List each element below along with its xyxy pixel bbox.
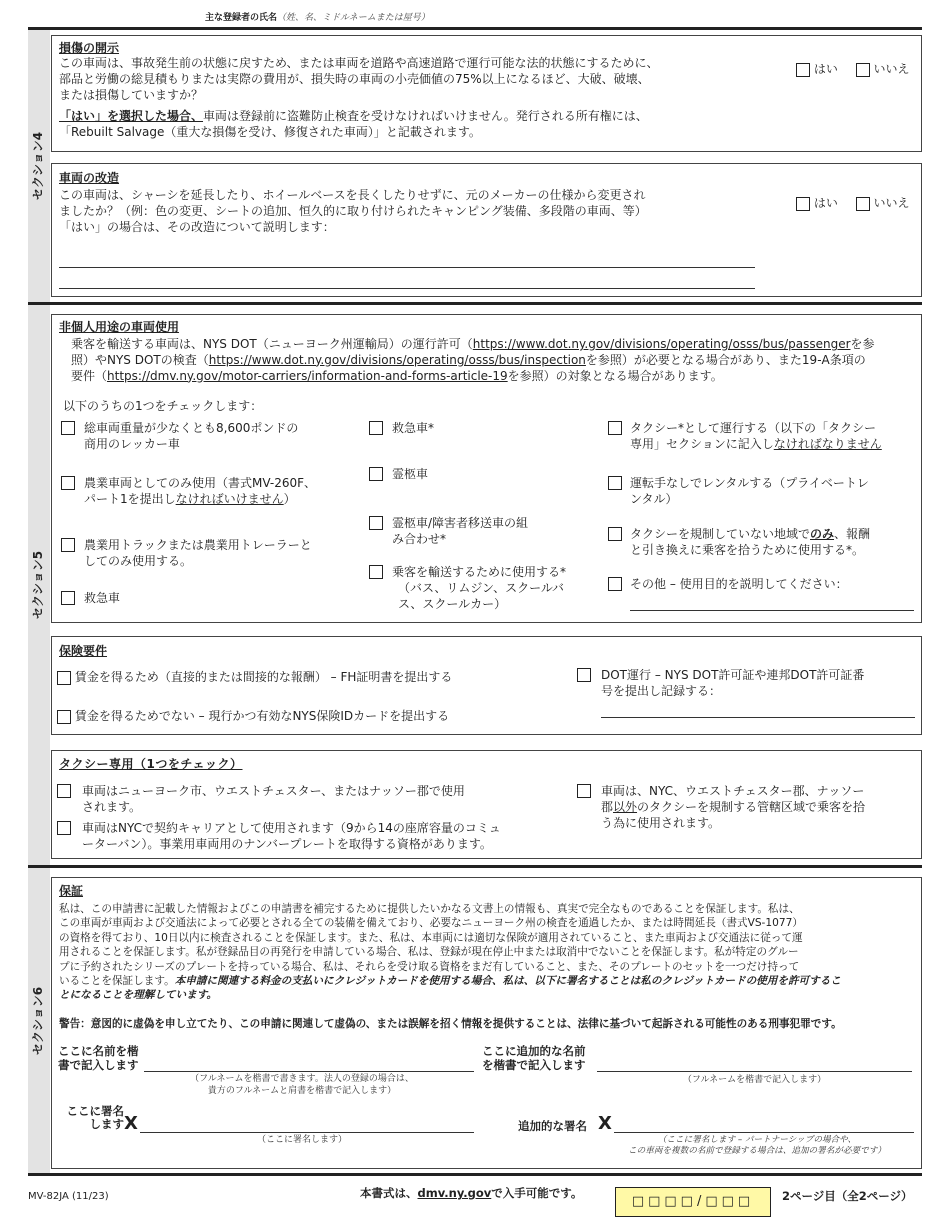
option-hearse[interactable]: 霊柩車 (369, 467, 428, 483)
section6-tab: セクション6 (28, 868, 50, 1173)
modification-no-checkbox[interactable] (856, 197, 870, 211)
print-name-field[interactable] (144, 1071, 474, 1072)
insurance-nohire-checkbox[interactable] (57, 710, 71, 724)
modification-title: 車両の改造 (59, 171, 120, 185)
option-taxi[interactable]: タクシー*として運行する（以下の「タクシー 専用」セクションに記入しなければなりません (608, 421, 920, 453)
rental-checkbox[interactable] (608, 476, 622, 490)
divider (28, 27, 922, 30)
damage-note: 「Rebuilt Salvage（重大な損傷を受け、修復された車両）」と記載されます。 (59, 125, 481, 140)
signature-hint: （ここに署名します） (256, 1135, 347, 1145)
option-passenger-transport[interactable]: 乗客を輸送するために使用する* （バス、リムジン、スクールバ ス、スクールカー） (369, 565, 609, 612)
dot-permit-number-line[interactable] (601, 717, 915, 718)
additional-name-field[interactable] (597, 1071, 912, 1072)
section4-tab: セクション4 (28, 30, 50, 302)
damage-yes-checkbox[interactable] (796, 63, 810, 77)
modification-description-line-2[interactable] (59, 288, 755, 289)
insurance-nohire-label: 賃金を得るためでない – 現行かつ有効なNYS保険IDカードを提出する (74, 709, 450, 723)
article19-link[interactable]: https://dmv.ny.gov/motor-carriers/information-and-forms-article-19 (107, 368, 508, 383)
additional-name-hint: （フルネームを楷書で記入します） (682, 1075, 827, 1085)
non-personal-use-title: 非個人用途の車両使用 (59, 320, 180, 334)
damage-question-line: または損傷していますか？ (59, 87, 204, 102)
intro-text: を参照）の対象となる場合があります。 (507, 368, 723, 383)
intro-text: 要件（ (71, 368, 108, 383)
additional-name-label: ここに追加的な名前 を楷書で記入します (482, 1044, 586, 1072)
damage-question-line: 部品と労働の総見積もりまたは実際の費用が、損失時の車両の小売価値の75%以上になるほど、大破、破壊、 (59, 71, 650, 86)
modification-question-line: この車両は、シャーシを延長したり、ホイールベースを長くしたりせずに、元のメーカーの仕様から変更され (59, 188, 646, 202)
modification-question-line: ましたか？（例：色の変更、シートの追加、恒久的に取り付けられたキャンピング装備、多段階の車両、等） (59, 203, 647, 218)
registrant-hint: （姓、名、ミドルネームまたは屋号） (277, 13, 430, 23)
divider (28, 302, 922, 305)
availability-note: 本書式は、dmv.ny.govで入手可能です。 (360, 1186, 583, 1200)
additional-signature-hint: （ここに署名します – パートナーシップの場合や、 この車両を複数の名前で登録する場合は、追加の署名が必要です） (628, 1135, 886, 1157)
print-name-label: ここに名前を楷 書で記入します (58, 1044, 139, 1072)
unregulated-taxi-checkbox[interactable] (608, 527, 622, 541)
other-checkbox[interactable] (608, 577, 622, 591)
insurance-dot-checkbox[interactable] (577, 668, 591, 682)
taxi-nyc-checkbox[interactable] (57, 784, 71, 798)
option-unregulated-taxi[interactable]: タクシーを規制していない地域でのみ、報酬 と引き換えに乗客を拾うために使用する*。 (608, 527, 920, 559)
option-rental[interactable]: 運転手なしでレンタルする（プライベートレ ンタル） (608, 476, 920, 508)
certification-box (51, 877, 922, 1169)
certification-text: 私は、この申請書に記載した情報およびこの申請書を補完するために提供したいかなる文書上の情報も、真実で完全なものであることを保証します。私は、 この車両が車両および交通法によって必要とされる全ての装備を備えており、必要なニューヨーク州の検査を通過したか、または時間延長（書式VS-1077） の資格を得ており、10日以内に検査されることを保証します。また、私は、本車両には適切な保険が適用されていること、また車両および交通法に従って運 用されることを保証します。私が登録品目の再発行を申請している場合、私は、登録が現在停止中または取消中でないことを保証します。私が特定のグルー プに予約されたシリーズのプレートを持っている場合、私は、それらを受け取る資格をまだ有していること、また、そのプレートのセットを一つだけ持って いることを保証します。本申請に関連する料金の支払いにクレジットカードを使用する場合、私は、以下に署名することは私のクレジットカードの使用を許可するこ とになることを理解しています。 (59, 903, 841, 1002)
taxi-checkbox[interactable] (608, 421, 622, 435)
damage-yes-label: はい (813, 62, 838, 76)
damage-question-line: この車両は、事故発生前の状態に戻すため、または車両を道路や高速道路で運行可能な法的状態にするために、 (59, 56, 659, 70)
form-number: MV-82JA (11/23) (28, 1191, 109, 1202)
print-name-hint: （フルネームを楷書で書きます。法人の登録の場合は、 貴方のフルネームと肩書を楷書で記入します） (190, 1074, 414, 1096)
damage-title: 損傷の開示 (59, 41, 120, 55)
additional-signature-label: 追加的な署名 (518, 1119, 587, 1133)
insurance-box (51, 636, 922, 735)
divider (28, 1173, 922, 1176)
modification-description-line-1[interactable] (59, 267, 755, 268)
damage-disclosure-box (51, 35, 922, 152)
additional-signature-x-mark: X (598, 1113, 612, 1134)
intro-text: 乗客を輸送する車両は、NYS DOT（ニューヨーク州運輸局）の運行許可（ (71, 337, 473, 351)
modification-question-line: 「はい」の場合は、その改造について説明します： (59, 219, 335, 234)
check-one-label: 以下のうちの1つをチェックします： (63, 399, 263, 413)
hearse-checkbox[interactable] (369, 467, 383, 481)
dmv-link[interactable]: dmv.ny.gov (417, 1186, 492, 1200)
intro-text: を参 (850, 337, 875, 351)
signature-field[interactable] (140, 1132, 474, 1133)
option-hearse-combo[interactable]: 霊柩車/障害者移送車の組 み合わせ* (369, 516, 599, 548)
damage-no-label: いいえ (873, 62, 910, 76)
taxi-only-title: タクシー専用（1つをチェック） (59, 757, 243, 771)
option-farm-vehicle[interactable]: 農業車両としてのみ使用（書式MV-260F、 パート1を提出しなければいけません） (61, 476, 351, 508)
intro-text: 照）やNYS DOTの検査（ (71, 352, 209, 367)
passenger-link[interactable]: https://www.dot.ny.gov/divisions/operating/osss/bus/passenger (472, 337, 851, 351)
insurance-hire-option[interactable] (57, 670, 452, 686)
passenger-transport-checkbox[interactable] (369, 565, 383, 579)
taxi-contract-checkbox[interactable] (57, 821, 71, 835)
registrant-label: 主な登録者の氏名 (205, 13, 278, 23)
intro-text: を参照）が必要となる場合があり、また19-A条項の (585, 352, 866, 367)
hearse-combo-checkbox[interactable] (369, 516, 383, 530)
farm-truck-checkbox[interactable] (61, 538, 75, 552)
damage-note-bold: 「はい」を選択した場合、 (59, 109, 204, 124)
other-description-line[interactable] (630, 610, 914, 611)
additional-signature-field[interactable] (614, 1132, 914, 1133)
insurance-nohire-option[interactable] (57, 709, 449, 725)
page-number: 2ページ目（全2ページ） (782, 1189, 913, 1203)
option-farm-truck[interactable]: 農業用トラックまたは農業用トレーラーと してのみ使用する。 (61, 538, 361, 570)
taxi-only-box (51, 750, 922, 859)
ambulance-left-checkbox[interactable] (61, 591, 75, 605)
warning-text: 警告：意図的に虚偽を申し立てたり、この申請に関連して虚偽の、または誤解を招く情報を提供することは、法律に基づいて起訴される可能性のある刑事犯罪です。 (59, 1018, 842, 1030)
section5-tab: セクション5 (28, 305, 50, 865)
option-ambulance[interactable]: 救急車* (369, 421, 434, 437)
farm-vehicle-checkbox[interactable] (61, 476, 75, 490)
damage-no-checkbox[interactable] (856, 63, 870, 77)
taxi-nyc-option[interactable]: 車両はニューヨーク市、ウエストチェスター、またはナッソー郡で使用 されます。 (57, 784, 567, 816)
taxi-contract-option[interactable]: 車両はNYCで契約キャリアとして使用されます（9から14の座席容量のコミュ ーターバン）。事業用車両用のナンバープレートを取得する資格があります。 (57, 821, 577, 853)
tow-truck-checkbox[interactable] (61, 421, 75, 435)
registrant-header (205, 13, 430, 25)
modification-yes-checkbox[interactable] (796, 197, 810, 211)
option-other[interactable]: その他 – 使用目的を説明してください： (608, 577, 920, 593)
action-button[interactable]: □□□□/□□□ (615, 1187, 771, 1217)
insurance-hire-label: 賃金を得るため（直接的または間接的な報酬） – FH証明書を提出する (74, 670, 453, 684)
damage-note: 車両は登録前に盗難防止検査を受けなければいけません。発行される所有権には、 (203, 109, 648, 124)
inspection-link[interactable]: https://www.dot.ny.gov/divisions/operating/osss/bus/inspection (208, 352, 586, 367)
insurance-hire-checkbox[interactable] (57, 671, 71, 685)
insurance-dot-option[interactable]: DOT運行 – NYS DOT許可証や連邦DOT許可証番 号を提出し記録する： (577, 668, 917, 700)
ambulance-checkbox[interactable] (369, 421, 383, 435)
modification-yes-label: はい (813, 196, 838, 210)
option-tow-truck[interactable]: 総車両重量が少なくとも8,600ポンドの 商用のレッカー車 (61, 421, 351, 453)
signature-x-mark: X (124, 1113, 138, 1134)
vehicle-modification-box (51, 163, 922, 297)
taxi-outside-option[interactable]: 車両は、NYC、ウエストチェスター郡、ナッソー 郡以外のタクシーを規制する管轄区域で乗客を拾 う為に使用されます。 (577, 784, 917, 831)
signature-label: ここに署名 します (66, 1104, 124, 1132)
non-personal-use-box (51, 314, 922, 623)
insurance-title: 保険要件 (59, 644, 108, 658)
option-ambulance-left[interactable]: 救急車 (61, 591, 120, 607)
certification-title: 保証 (59, 884, 84, 898)
taxi-outside-checkbox[interactable] (577, 784, 591, 798)
modification-no-label: いいえ (873, 196, 910, 210)
divider (28, 865, 922, 868)
